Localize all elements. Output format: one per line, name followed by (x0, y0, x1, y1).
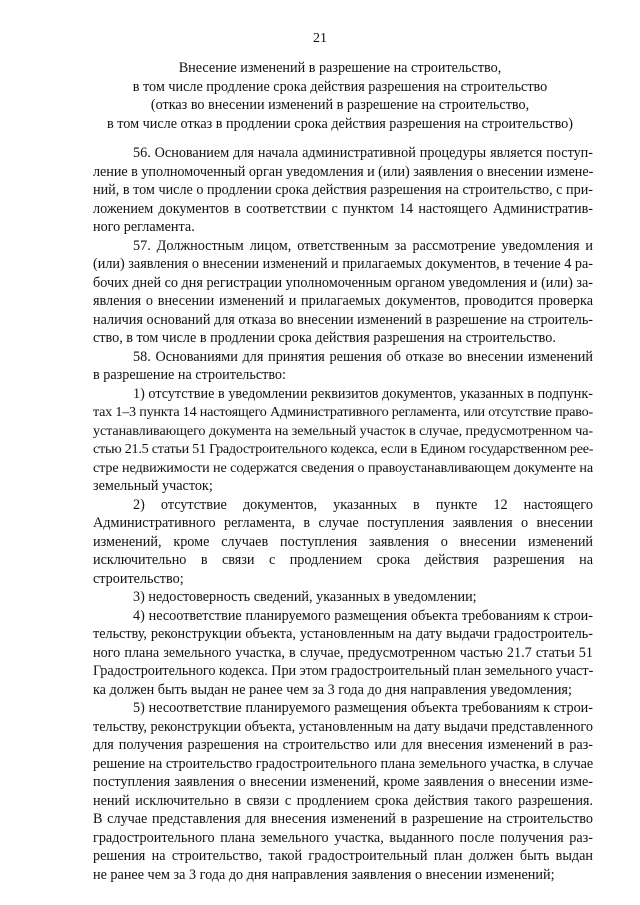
paragraph-line: изменений, кроме случаев поступления заявления о внесении изменений (93, 533, 593, 550)
paragraph (93, 699, 593, 884)
paragraph-line: (или) заявления о внесении изменений и прилагаемых документов, в течение 4 ра- (93, 256, 593, 272)
paragraph-line: земельный участок; (93, 478, 213, 494)
document-body (93, 144, 593, 884)
paragraph (93, 496, 593, 589)
section-title (60, 59, 620, 133)
section-title-line: Внесение изменений в разрешение на строительство, (178, 60, 502, 76)
paragraph-line: поступления заявления о внесении изменений, кроме заявления о внесении изме- (93, 774, 593, 790)
paragraph-line: стре недвижимости не содержатся сведения о правоустанавливающем документе на (93, 459, 593, 476)
paragraph-line: стью 21.5 статьи 51 Градостроительного кодекса, если в Едином государственном рее- (93, 441, 594, 457)
paragraph-line: ний, в том числе о продлении срока действия разрешения на строительство, с при- (93, 182, 594, 198)
paragraph-line: ство, в том числе в продлении срока действия разрешения на строительство. (93, 330, 556, 346)
paragraph-line: 5) несоответствие планируемого размещения объекта требованиям к строи- (133, 700, 593, 716)
paragraph-line: Градостроительного кодекса. При этом градостроительный план земельного участ- (93, 663, 594, 679)
paragraph-line: 56. Основанием для начала административной процедуры является поступ- (133, 145, 593, 161)
paragraph (93, 144, 593, 237)
paragraph-line: 1) отсутствие в уведомлении реквизитов документов, указанных в подпунк- (133, 385, 593, 402)
paragraph (93, 588, 593, 607)
paragraph-line: бочих дней со дня регистрации уполномоченным органом уведомления и (или) за- (93, 274, 593, 291)
paragraph-line: В случае представления для внесения изменений в разрешение на строительство (93, 811, 593, 827)
section-title-line: (отказ во внесении изменений в разрешение на строительство, (150, 97, 530, 114)
paragraph-line: в разрешение на строительство: (93, 367, 286, 383)
paragraph-line: строительство; (93, 570, 184, 587)
paragraph-line: нений исключительно в связи с продлением срока действия такого разрешения. (93, 792, 593, 809)
page-number: 21 (313, 31, 327, 46)
section-title-line: в том числе отказ в продлении срока действия разрешения на строительство) (106, 115, 574, 132)
paragraph-line: 2) отсутствие документов, указанных в пункте 12 настоящего (133, 496, 593, 513)
paragraph-line: ление в уполномоченный орган уведомления и (или) заявления о внесении измене- (93, 163, 594, 180)
paragraph-line: устанавливающего документа на земельный участок в случае, предусмотренном ча- (93, 422, 593, 439)
paragraph-line: для получения разрешения на строительство или для внесения изменений в раз- (93, 737, 593, 753)
paragraph-line: не ранее чем за 3 года до дня направления заявления о внесении изменений; (93, 866, 555, 883)
section-title-line: в том числе продление срока действия разрешения на строительство (132, 78, 548, 95)
paragraph-line: решения на строительство, такой градостроительный план должен быть выдан (93, 848, 593, 864)
paragraph-line: ного регламента. (93, 219, 195, 235)
paragraph-line: тах 1–3 пункта 14 настоящего Административного регламента, или отсутствие право- (93, 404, 593, 420)
paragraph-line: решение на строительство градостроительного плана земельного участка, в случае (93, 755, 594, 772)
paragraph-line: 3) недостоверность сведений, указанных в уведомлении; (133, 589, 477, 605)
paragraph-line: 4) несоответствие планируемого размещения объекта требованиям к строи- (133, 607, 593, 624)
paragraph-line: ного плана земельного участка, в случае, предусмотренном частью 21.7 статьи 51 (93, 644, 593, 661)
paragraph-line: градостроительного плана земельного участка, выданного после получения раз- (93, 829, 593, 846)
paragraph-line: тельству, реконструкции объекта, установленным на дату выдачи градостроитель- (93, 626, 593, 642)
paragraph (93, 607, 593, 700)
paragraph-line: исключительно в связи с продлением срока действия разрешения на (93, 552, 593, 568)
paragraph-line: ложением документов в соответствии с пунктом 14 настоящего Административ- (93, 200, 593, 217)
paragraph-line: наличия оснований для отказа во внесении изменений в разрешение на строитель- (93, 311, 594, 328)
paragraph-line: 57. Должностным лицом, ответственным за рассмотрение уведомления и (133, 237, 593, 254)
paragraph-line: ка должен быть выдан не ранее чем за 3 года до дня направления уведомления; (93, 681, 572, 698)
paragraph-line: Административного регламента, в случае поступления заявления о внесении (93, 515, 593, 531)
paragraph (93, 348, 593, 385)
paragraph (93, 237, 593, 348)
paragraph-line: тельству, реконструкции объекта, установленным на дату выдачи представленного (93, 718, 593, 735)
paragraph-line: явления о внесении изменений и прилагаемых документов, проводится проверка (93, 293, 593, 309)
paragraph (93, 385, 593, 496)
paragraph-line: 58. Основаниями для принятия решения об отказе во внесении изменений (133, 348, 593, 365)
